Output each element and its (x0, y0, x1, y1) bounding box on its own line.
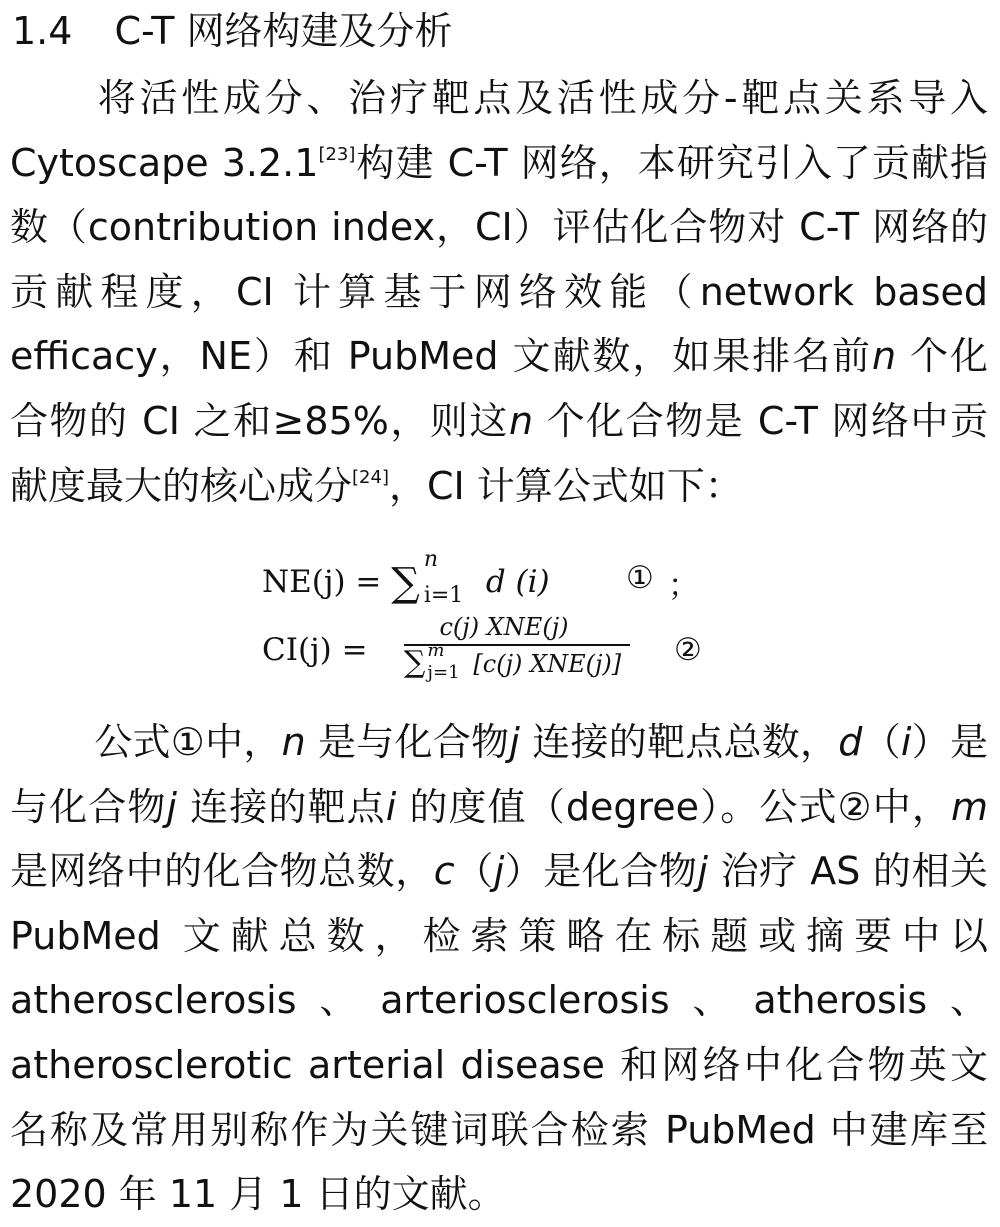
formula-ci-lhs: CI(j) = (262, 632, 368, 668)
sum-limits: n i=1 (423, 546, 464, 608)
fraction-numerator: c(j) XNE(j) (439, 613, 569, 641)
formula-marker-2: ② (674, 632, 702, 668)
sum-symbol: ∑ (391, 560, 420, 606)
formula-marker-1: ① (626, 560, 654, 596)
section-number: 1.4 (12, 9, 73, 53)
fraction-denominator: ∑ m j=1 [c(j) XNE(j)] (404, 640, 622, 683)
section-heading (12, 2, 453, 60)
formula-ci-fraction (404, 612, 622, 683)
math-var-n: n (871, 334, 897, 379)
formula-punct: ； (668, 568, 699, 604)
text-segment: 构建 C-T 网络，本研究引入了贡献指数（contribution index，CI）评估化合物对 C-T 网络的贡献程度，CI 计算基于网络效能（network based efficacy，NE）和 PubMed 文献数，如果排名前 (10, 140, 988, 379)
math-var-n: n (508, 398, 534, 443)
text-segment: 个化合物是 C-T 网络中贡献度最大的核心成分 (10, 398, 988, 508)
paragraph-formula-explanation: 公式①中，n 是与化合物j 连接的靶点总数，d（i）是与化合物j 连接的靶点i 的度值（degree）。公式②中，m 是网络中的化合物总数，c（j）是化合物j 治疗 AS 的相关 PubMed 文献总数，检索策略在标题或摘要中以 atherosclerosis、arteriosclerosis、atherosis、atherosclerotic arterial disease 和网络中化合物英文名称及常用别称作为关键词联合检索 PubMed 中建库至 2020 年 11 月 1 日的文献。 (10, 720, 988, 1217)
text-segment: 个化合物的 CI 之和≥85%，则这 (10, 334, 988, 443)
formula-ne-lhs: NE(j) = (262, 564, 392, 600)
citation-23[interactable]: [23] (318, 143, 356, 165)
citation-24[interactable]: [24] (352, 466, 389, 488)
text-segment: 将活性成分、治疗靶点及活性成分-靶点关系导入 Cytoscape 3.2.1 (10, 76, 988, 185)
formula-ne-term: d (i) (485, 564, 550, 600)
text-segment: ，CI 计算公式如下： (388, 463, 743, 508)
section-title: C-T 网络构建及分析 (114, 9, 453, 53)
paragraph-method (10, 66, 988, 518)
